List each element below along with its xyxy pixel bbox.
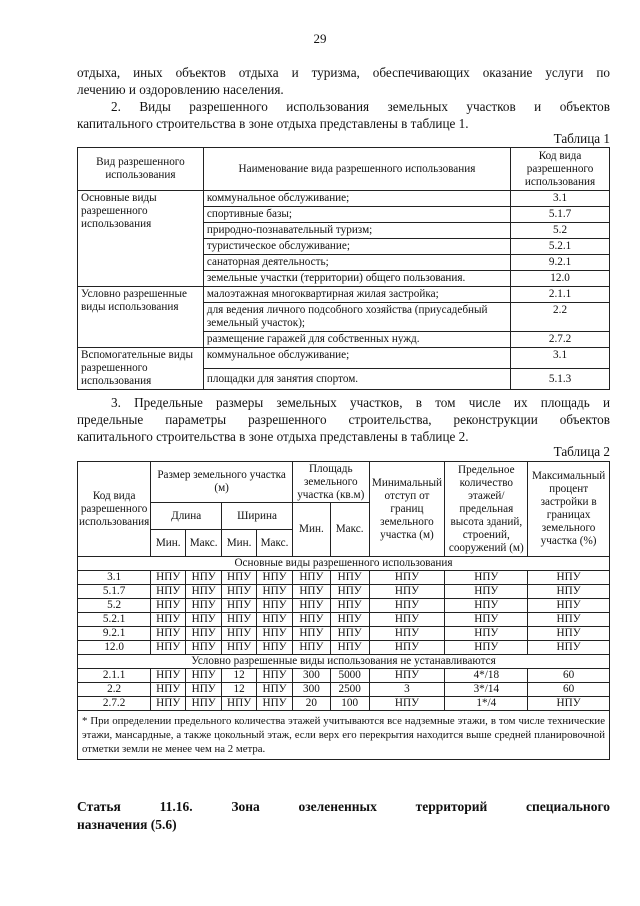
table1-header-cell: Код вида разрешенного использования bbox=[511, 148, 610, 191]
table2-value-cell: НПУ bbox=[222, 571, 257, 585]
table2-value-cell: НПУ bbox=[330, 627, 369, 641]
table2-value-cell: НПУ bbox=[186, 683, 222, 697]
table2-value-cell: НПУ bbox=[528, 571, 610, 585]
table2-value-cell: НПУ bbox=[528, 697, 610, 711]
table2-value-cell: 4*/18 bbox=[445, 669, 528, 683]
table-row bbox=[78, 683, 610, 697]
table2-value-cell: НПУ bbox=[369, 571, 445, 585]
table2-header-cell: Мин. bbox=[151, 530, 186, 557]
table2-value-cell: 3*/14 bbox=[445, 683, 528, 697]
table2-value-cell: НПУ bbox=[151, 599, 186, 613]
table-row bbox=[78, 191, 610, 207]
table2-code-cell: 3.1 bbox=[78, 571, 151, 585]
table2-value-cell: 3 bbox=[369, 683, 445, 697]
table1-name-cell: земельные участки (территории) общего пользования. bbox=[203, 271, 510, 287]
table2-header-cell: Максимальный процент застройки в границах земельного участка (%) bbox=[528, 462, 610, 557]
table1-code-cell: 2.7.2 bbox=[511, 332, 610, 348]
table1-name-cell: для ведения личного подсобного хозяйства (приусадебный земельный участок); bbox=[203, 303, 510, 332]
table2-value-cell: НПУ bbox=[257, 571, 293, 585]
table2-value-cell: НПУ bbox=[330, 571, 369, 585]
table2-header-cell: Макс. bbox=[186, 530, 222, 557]
table2-header-row bbox=[78, 462, 610, 503]
table2-value-cell: НПУ bbox=[445, 641, 528, 655]
table2-value-cell: НПУ bbox=[186, 613, 222, 627]
table2-code-cell: 5.2 bbox=[78, 599, 151, 613]
table1-code-cell: 5.2.1 bbox=[511, 239, 610, 255]
table2-header-cell: Длина bbox=[151, 503, 222, 530]
table1-group-label: Основные виды разрешенного использования bbox=[78, 191, 204, 287]
table2-value-cell: НПУ bbox=[257, 669, 293, 683]
table2-value-cell: НПУ bbox=[445, 585, 528, 599]
table2-value-cell: НПУ bbox=[528, 641, 610, 655]
table2-section-row bbox=[78, 557, 610, 571]
table-row bbox=[78, 627, 610, 641]
table2-value-cell: НПУ bbox=[292, 571, 330, 585]
table1-name-cell: туристическое обслуживание; bbox=[203, 239, 510, 255]
table2-value-cell: НПУ bbox=[528, 599, 610, 613]
table-row bbox=[78, 613, 610, 627]
table2-header-cell: Мин. bbox=[292, 503, 330, 557]
table2-value-cell: НПУ bbox=[369, 627, 445, 641]
table2-value-cell: НПУ bbox=[151, 571, 186, 585]
table2-value-cell: НПУ bbox=[257, 627, 293, 641]
table2-value-cell: НПУ bbox=[445, 571, 528, 585]
table-row bbox=[78, 348, 610, 369]
table2-code-cell: 5.1.7 bbox=[78, 585, 151, 599]
table1-name-cell: спортивные базы; bbox=[203, 207, 510, 223]
table2-value-cell: НПУ bbox=[445, 599, 528, 613]
table1-group-label: Условно разрешенные виды использования bbox=[78, 287, 204, 348]
table2-value-cell: 12 bbox=[222, 683, 257, 697]
table2-value-cell: НПУ bbox=[151, 683, 186, 697]
table2-value-cell: 12 bbox=[222, 669, 257, 683]
table2-value-cell: НПУ bbox=[292, 627, 330, 641]
table-row bbox=[78, 571, 610, 585]
paragraph-1 bbox=[77, 64, 610, 98]
table2-value-cell: 60 bbox=[528, 683, 610, 697]
paragraph-line: 3. Предельные размеры земельных участков, в том числе их площадь и bbox=[111, 395, 610, 410]
paragraph-line: капитального строительства в зоне отдыха представлены в таблице 1. bbox=[77, 116, 469, 131]
table1-name-cell: коммунальное обслуживание; bbox=[203, 348, 510, 369]
table1-caption: Таблица 1 bbox=[553, 131, 610, 146]
table2-value-cell: НПУ bbox=[330, 641, 369, 655]
table1-header-cell: Наименование вида разрешенного использования bbox=[203, 148, 510, 191]
table2-note-row bbox=[78, 711, 610, 760]
table2-header-cell: Макс. bbox=[257, 530, 293, 557]
table1-code-cell: 5.1.7 bbox=[511, 207, 610, 223]
paragraph-line: капитального строительства в зоне отдыха представлены в таблице 2. bbox=[77, 429, 469, 444]
table2-value-cell: НПУ bbox=[445, 613, 528, 627]
table2-value-cell: НПУ bbox=[528, 613, 610, 627]
table2-header-cell: Размер земельного участка (м) bbox=[151, 462, 293, 503]
table2-value-cell: НПУ bbox=[292, 585, 330, 599]
table-row bbox=[78, 697, 610, 711]
table1-code-cell: 12.0 bbox=[511, 271, 610, 287]
table2-value-cell: НПУ bbox=[151, 585, 186, 599]
table1-header-cell: Вид разрешенного использования bbox=[78, 148, 204, 191]
table2-value-cell: НПУ bbox=[151, 641, 186, 655]
table2-value-cell: НПУ bbox=[292, 613, 330, 627]
table2-value-cell: НПУ bbox=[257, 585, 293, 599]
table-row bbox=[78, 287, 610, 303]
table2-code-cell: 12.0 bbox=[78, 641, 151, 655]
table1-code-cell: 9.2.1 bbox=[511, 255, 610, 271]
paragraph-line: лечению и оздоровлению населения. bbox=[77, 82, 284, 97]
table1-code-cell: 2.1.1 bbox=[511, 287, 610, 303]
table2-value-cell: НПУ bbox=[257, 697, 293, 711]
table1-name-cell: площадки для занятия спортом. bbox=[203, 369, 510, 390]
table2-value-cell: НПУ bbox=[151, 669, 186, 683]
paragraph-2 bbox=[77, 98, 610, 132]
table2-value-cell: 300 bbox=[292, 683, 330, 697]
table2-value-cell: НПУ bbox=[186, 669, 222, 683]
table2-value-cell: НПУ bbox=[369, 613, 445, 627]
table2-section-label: Условно разрешенные виды использования не устанавливаются bbox=[78, 655, 610, 669]
table1-name-cell: малоэтажная многоквартирная жилая застройка; bbox=[203, 287, 510, 303]
table2-header-cell: Мин. bbox=[222, 530, 257, 557]
table2-value-cell: НПУ bbox=[151, 627, 186, 641]
table1-header-row bbox=[78, 148, 610, 191]
table2-value-cell: НПУ bbox=[330, 613, 369, 627]
table2-value-cell: НПУ bbox=[222, 697, 257, 711]
table2-value-cell: НПУ bbox=[222, 613, 257, 627]
table-row bbox=[78, 585, 610, 599]
table2-value-cell: 5000 bbox=[330, 669, 369, 683]
table2-value-cell: НПУ bbox=[222, 627, 257, 641]
table2-section-row bbox=[78, 655, 610, 669]
page-number: 29 bbox=[313, 31, 327, 46]
table2-value-cell: НПУ bbox=[330, 599, 369, 613]
table2-group-2 bbox=[78, 669, 610, 711]
table2-value-cell: 2500 bbox=[330, 683, 369, 697]
table2-footnote: * При определении предельного количества этажей учитываются все надземные этажи, в том числе технические этажи, мансардные, а также цокольный этаж, если верх его перекрытия находится выше средней планировочной отметки земли не менее чем на 2 метра. bbox=[78, 711, 610, 760]
table1-code-cell: 3.1 bbox=[511, 348, 610, 369]
table1-name-cell: коммунальное обслуживание; bbox=[203, 191, 510, 207]
table2-value-cell: НПУ bbox=[186, 697, 222, 711]
table2-caption: Таблица 2 bbox=[553, 444, 610, 459]
table-row bbox=[78, 599, 610, 613]
table2-value-cell: НПУ bbox=[369, 599, 445, 613]
table1-name-cell: природно-познавательный туризм; bbox=[203, 223, 510, 239]
table2-value-cell: НПУ bbox=[528, 585, 610, 599]
table1-code-cell: 2.2 bbox=[511, 303, 610, 332]
table2-value-cell: НПУ bbox=[528, 627, 610, 641]
table2-value-cell: НПУ bbox=[186, 585, 222, 599]
table2-value-cell: НПУ bbox=[257, 613, 293, 627]
table-1 bbox=[77, 147, 610, 390]
paragraph-3 bbox=[77, 394, 610, 445]
table2-value-cell: НПУ bbox=[257, 641, 293, 655]
table-row bbox=[78, 669, 610, 683]
table-row bbox=[78, 641, 610, 655]
article-heading bbox=[77, 798, 610, 834]
table-2 bbox=[77, 461, 610, 760]
table2-value-cell: НПУ bbox=[369, 641, 445, 655]
table2-code-cell: 2.7.2 bbox=[78, 697, 151, 711]
table2-value-cell: НПУ bbox=[222, 641, 257, 655]
table2-value-cell: НПУ bbox=[151, 697, 186, 711]
table2-value-cell: 1*/4 bbox=[445, 697, 528, 711]
table2-value-cell: 300 bbox=[292, 669, 330, 683]
table2-header-cell: Минимальный отступ от границ земельного участка (м) bbox=[369, 462, 445, 557]
heading-line: Статья 11.16. Зона озелененных территорий специального bbox=[77, 799, 610, 814]
table2-value-cell: НПУ bbox=[292, 599, 330, 613]
table2-header-cell: Ширина bbox=[222, 503, 293, 530]
heading-line: назначения (5.6) bbox=[77, 817, 177, 832]
table2-value-cell: НПУ bbox=[186, 571, 222, 585]
table2-header-cell: Макс. bbox=[330, 503, 369, 557]
paragraph-line: 2. Виды разрешенного использования земельных участков и объектов bbox=[111, 99, 610, 114]
table2-header-cell: Площадь земельного участка (кв.м) bbox=[292, 462, 369, 503]
table2-value-cell: 60 bbox=[528, 669, 610, 683]
table2-value-cell: НПУ bbox=[257, 683, 293, 697]
paragraph-line: отдыха, иных объектов отдыха и туризма, обеспечивающих оказание услуги по bbox=[77, 65, 610, 80]
table1-name-cell: санаторная деятельность; bbox=[203, 255, 510, 271]
table2-group-1 bbox=[78, 571, 610, 655]
table2-code-cell: 2.1.1 bbox=[78, 669, 151, 683]
table2-value-cell: НПУ bbox=[445, 627, 528, 641]
table2-header-cell: Предельное количество этажей/ предельная высота зданий, строений, сооружений (м) bbox=[445, 462, 528, 557]
table2-code-cell: 5.2.1 bbox=[78, 613, 151, 627]
table2-value-cell: 20 bbox=[292, 697, 330, 711]
table2-value-cell: НПУ bbox=[186, 641, 222, 655]
table2-value-cell: НПУ bbox=[222, 599, 257, 613]
table2-value-cell: НПУ bbox=[151, 613, 186, 627]
table2-header-cell: Код вида разрешенного использования bbox=[78, 462, 151, 557]
table1-code-cell: 5.2 bbox=[511, 223, 610, 239]
table2-value-cell: НПУ bbox=[330, 585, 369, 599]
table2-value-cell: НПУ bbox=[257, 599, 293, 613]
table2-value-cell: НПУ bbox=[369, 669, 445, 683]
table2-value-cell: 100 bbox=[330, 697, 369, 711]
paragraph-line: предельные параметры разрешенного строительства, реконструкции объектов bbox=[77, 412, 610, 427]
table2-value-cell: НПУ bbox=[186, 599, 222, 613]
table2-value-cell: НПУ bbox=[292, 641, 330, 655]
table1-code-cell: 5.1.3 bbox=[511, 369, 610, 390]
table2-code-cell: 9.2.1 bbox=[78, 627, 151, 641]
table2-code-cell: 2.2 bbox=[78, 683, 151, 697]
table1-code-cell: 3.1 bbox=[511, 191, 610, 207]
table1-name-cell: размещение гаражей для собственных нужд. bbox=[203, 332, 510, 348]
table2-value-cell: НПУ bbox=[369, 697, 445, 711]
table2-value-cell: НПУ bbox=[369, 585, 445, 599]
table2-value-cell: НПУ bbox=[222, 585, 257, 599]
table2-value-cell: НПУ bbox=[186, 627, 222, 641]
table2-section-label: Основные виды разрешенного использования bbox=[78, 557, 610, 571]
table1-group-label: Вспомогательные виды разрешенного использования bbox=[78, 348, 204, 390]
